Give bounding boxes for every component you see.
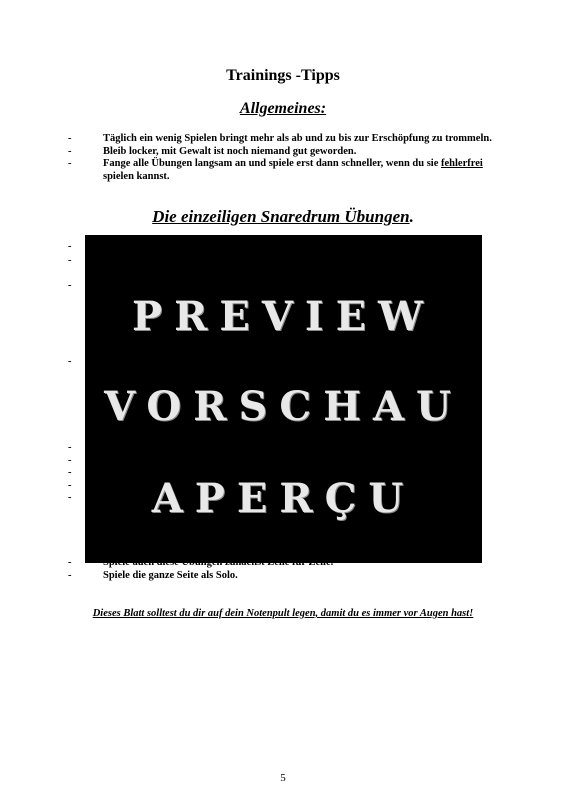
- list-item: [0, 158, 566, 183]
- footer-note: Dieses Blatt solltest du dir auf dein Notenpult legen, damit du es immer vor Augen hast!: [92, 608, 474, 619]
- bullet-dash: -: [68, 133, 72, 144]
- list-item: [0, 570, 566, 583]
- tip-text: spielen kannst.: [103, 170, 170, 182]
- tip-text: Spiele die ganze Seite als Solo.: [103, 569, 238, 581]
- bullet-dash: -: [68, 455, 72, 466]
- preview-watermark-overlay: [85, 235, 482, 563]
- section-heading-snaredrum: [0, 207, 566, 227]
- bullet-dash: -: [68, 158, 72, 169]
- bullet-dash: -: [68, 255, 72, 266]
- watermark-text-apercu: APERÇU: [151, 475, 416, 522]
- bullet-dash: -: [68, 145, 72, 157]
- tip-text: Täglich ein wenig Spielen bringt mehr als ab und zu bis zur Erschöpfung zu trommeln.: [103, 133, 492, 144]
- bullet-dash: -: [68, 492, 72, 503]
- bullet-dash: -: [68, 467, 72, 478]
- list-item: [0, 133, 566, 146]
- section-heading-suffix: .: [409, 207, 414, 226]
- section-heading-text: Die einzeiligen Snaredrum Übungen: [152, 207, 410, 226]
- bullet-dash: -: [68, 356, 72, 367]
- page-title: Trainings -Tipps: [226, 67, 340, 84]
- list-item: [0, 146, 566, 159]
- watermark-text-vorschau: VORSCHAU: [104, 383, 463, 430]
- bullet-dash: -: [68, 557, 72, 568]
- bullet-dash: -: [68, 241, 72, 252]
- bullet-dash: -: [68, 280, 72, 291]
- watermark-text-preview: PREVIEW: [132, 293, 435, 340]
- tip-text-underlined: fehlerfrei: [441, 158, 483, 169]
- tip-text: Fange alle Übungen langsam an und spiele erst dann schneller, wenn du sie: [103, 158, 442, 169]
- bullet-dash: -: [68, 480, 72, 491]
- bullet-dash: -: [68, 442, 72, 453]
- page-number: 5: [280, 772, 286, 784]
- tip-text: Bleib locker, mit Gewalt ist noch niemand gut geworden.: [103, 145, 357, 157]
- section-subtitle-general: Allgemeines:: [239, 100, 327, 117]
- bullet-dash: -: [68, 569, 72, 581]
- general-tips-list: [0, 133, 566, 183]
